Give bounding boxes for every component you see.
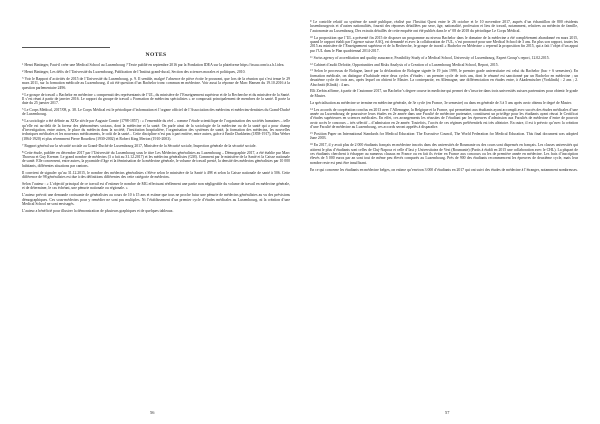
footnote <box>22 209 290 213</box>
footnote-number: 10 <box>310 35 313 39</box>
footnote-number: 6 <box>22 119 24 123</box>
footnote-text: En ce qui concerne les étudiants en médecine belges, on estime qu’environ 3 000 d’étudiants en 2017 qui ont suivi des études de médecine à l’étranger, notamment nombreuses. <box>310 167 578 172</box>
footnote-text: Le contrôle relatif au système de santé publique, réalisé par l’Institut Quest entre le 26 octobre et le 10 novembre 2017, auprès d’un échantillon de 800 résidents luxembourgeois et d’autres nationalités, fournit des réponses détaillées par sexe, âge, nationalité, profession et lieu de travail, notamment, relatives au médecin de famille, l’autonomie au Luxembourg. Des extraits détaillés de cette enquête ont été publiés dans le n° 08 de 2018 du périodique Le Corps Médical. <box>310 20 579 33</box>
footnote-text: Rapport général sur la sécurité sociale au Grand-Duché de Luxembourg 2017, Ministère de la Sécurité sociale, Inspection générale de la sécurité sociale. <box>24 143 257 148</box>
footnote <box>310 56 578 60</box>
footnote <box>22 193 290 206</box>
footnote <box>22 144 290 148</box>
footnote-number: 3 <box>22 76 24 80</box>
footnote-number: 8 <box>22 150 24 154</box>
footnote <box>22 171 290 180</box>
footnote <box>22 119 290 141</box>
footnote-number: 13 <box>310 69 313 73</box>
footnote-text: L’auteur a bénéficié pour illustrer la démonstration de plusieurs graphiques et de quelques tableaux. <box>22 208 174 213</box>
footnote-text: Selon l’auteur : « L’objectif principal de ce travail est d’estimer le nombre de MG effectuant réellement une partie non négligeable du volume de travail en médecine générale, et de déterminer, le cas échéant, une pénurie nationale ou régionale. » <box>22 181 291 191</box>
footnote-number: 1 <box>22 63 24 66</box>
footnote <box>310 132 578 141</box>
left-notes-list <box>22 63 290 213</box>
footnote <box>22 70 290 74</box>
footnote-number: 2 <box>22 69 24 73</box>
footnote-text: Position Paper on International Standards for Medical Education: The Executive Council, The World Federation for Medical Education. This final document was adopted June 2003. <box>310 131 579 141</box>
footnote <box>22 93 290 106</box>
footnote-text: L’auteur prévoit une demande croissante de généralistes au cours de 10 à 15 ans et estime que tous ne proche futur une pénurie de médecins généralistes au vu des prévisions démographiques. Ces sous-médecins pour y remédier ne sont pas multiples. Ni l’établissement d’un premier cycle d’études médicales au Luxembourg, ni la création d’une Medical School ne sont envisagés. <box>22 193 291 206</box>
footnote-number: 15 <box>310 131 313 135</box>
footnote <box>22 63 290 67</box>
footnote-text: La sociologie a été définie au XIXe siècle par Auguste Comte (1798-1857) : « l’ensemble du réel – comme l’étude scientifique de l’organisation des sociétés humaines – telle qu’elle est au-delà de la faveur des phénomènes sociaux, dont la médecine et la santé. On parle ainsi de la sociologie de la médecine ou de la santé qui a pour champ d’investigation, entre autres, le place du médecin dans la société, l’institution hospitalière, l’organisation des systèmes de santé, la formation des médecins, les nouvelles techniques médicales et les nouveaux médicaments, le coût de la santé... Cette discipline n’est pas à part entière, entre autres, grâce à Émile Durkheim (1858-1917), Max Weber (1864-1920) et plus récemment Pierre Bourdieu (1930-2002) et Robert King Merton (1910-2003). <box>22 119 291 141</box>
footnote-number: 12 <box>310 62 313 66</box>
footnote <box>310 101 578 105</box>
footnote-text: Cabinet d’audit Deloitte, Opportunities and Risks Analysis of a Creation of a Luxembourg Medical School, Report, 2015. <box>313 62 499 67</box>
footnote-number: 5 <box>22 108 24 112</box>
page-number-left: 56 <box>150 410 155 415</box>
footnote-number: 14 <box>310 107 313 111</box>
footnote-text: Henri Bintinger, Faut-il créer une Medical School au Luxembourg ? Texte publié en septembre 2016 par la Fondation IDEA sur la plateforme https://issuu.com/a.s.b.l.idea. <box>24 63 285 67</box>
footnote-text: En 2017, il y avait plus de 2 000 étudiants français en médecine inscrits dans des universités de Roumanie ou des cours sont dispensés en français. Les classes universités qui attirent le plus d’étudiants sont celles de Cluj-Napoca et celle d’Iasi y Universitatea de Vest (Roumanie) (Partis à établi en 2015 une collaboration avec le CHL). La plupart de ces étudiants cherchent à échapper au numerus clausus en France ou en fait ils éviter en France aux concours ou les de première année en médecine. Les frais d’inscription élevés de 5 000 euros par an sont tout de même peu élevés comparés au Luxembourg. Près de 900 des étudiants recommencent les épreuves de deuxième cycle, mais leur nombre reste est peut être insuffisant. <box>310 143 579 165</box>
footnote-text: Cette étude, publiée en décembre 2017 par l’Université du Luxembourg sous le titre Les Médecins généralistes au Luxembourg – Démographie 2017, a été établie par Marc Thoreau et Guy Kremer. Le grand nombre de médecins (3 a fait au 31.12.2017) et les médecins généralistes (GM). Comment par le ministère de la Santé et la Caisse nationale de santé. Elle concernent, entre autres, la pyramide d’âge et la féminisation de la médecine générale, le volume de travail presté, la densité des médecins généralistes par 10 000 habitants, différentes situations par cantons. <box>22 150 291 168</box>
footnote-text: Le Corps Médical, 2017/08, p. 38. Le Corps Médical est le périodique d’information et l’organe officiel de l’Association des médecins et médecins-dentistes du Grand-Duché de Luxembourg. <box>22 108 291 117</box>
footnote-text: Les accords de coopération conclus en 2013 avec l’Allemagne, la Belgique et la France, qui permettent aux étudiants ayant accompli avec succès des études médicales d’une année au Luxembourg de poursuivre leurs études en 2e année dans une Faculté de médecine partenaire, constituent un privilège pour les étudiants ayant réussi le Certificat d’études supérieures en sciences médicales. En effet, ces arrangements les réussites de l’étudiant par les épreuves d’admission aux Facultés de médecine d’entre de pouvoir avoir accès le concours – très sélectif – d’admission en 2e année. Toutefois, l’accès de ces régimes préférentiels est très aléatoire. En outre, il est à prévoir qu’avec la création d’une Faculté de médecine au Luxembourg, ces accords seront appelés à disparaître. <box>310 107 579 130</box>
footnote <box>22 182 290 191</box>
footnote-number: 4 <box>22 92 24 96</box>
footnote-text: La proposition que l’UL a présenté fin 2015 de disposer un programme au niveau Bachelor dans le domaine de la médecine a été complètement abandonné en mars 2015, quand le rapport établi par l’agence suisse AAQ, est demandé et avec la collaboration de l’UL, s’est prononcé pour une Medical School de 3 ans. En plus son rapport, toutes les 2015 au ministère de l’Enseignement supérieur et de la Recherche, le groupe de travail « Bachelor en Médecine » reprend la proposition fin 2015, qui a fait l’objet d’un appui par l’UL dans le Plan quadriennal 2014-2017. <box>310 35 579 53</box>
footnote <box>310 20 578 33</box>
footnote-text: Selon le processus de Bologne, lancé par la déclaration de Bologne signée le 19 juin 1999, le premier grade universitaire est celui du Bachelor (bac + 6 semestres). En formation médicale, on distingue d’habitude entre deux cycles d’études : un premier cycle de trois ans, dont le résumé est sanctionné par un Bachelor en médecine ; un deuxième cycle de trois ans, après lequel on obtient le Master. La contrepartie, en Allemagne, une différenciation en études entre, à Akademischer (Vorklinik) : 2 ans ; 2. Abschnitt (Klinik) : 4 ans. <box>310 69 579 87</box>
footnote-number: 7 <box>22 143 24 147</box>
page-number-right: 57 <box>445 410 450 415</box>
footnote-text: Le groupe de travail « Bachelor en médecine » comprenait des représentants de l’UL, du ministère de l’Enseignement supérieur et de la Recherche et du ministère de la Santé. Il s’est réuni à partir de janvier 2016. Le rapport du groupe de travail « Formation de médecins spécialistes » se composait principalement de membres de la santé. Il porte la date du 25 janvier 2017. <box>22 92 291 106</box>
footnote-text: Il convient de signaler qu’au 31.12.2015, le nombre des médecins généralistes s’élève selon le ministère de la Santé à 498 et selon la Caisse nationale de santé à 506. Cette différence de 98 généralistes est due à des définitions différentes des cette catégorie de médecins. <box>22 170 291 179</box>
footnote-number: 11 <box>310 55 313 59</box>
footnote-text: La spécialisation au médecine se termine en médecine générale, de 3e cycle (en France, 3e semestre) ou dans en générale de 3 à 5 ans après avoir obtenu le degré de Master. <box>310 100 572 105</box>
footnote <box>310 89 578 98</box>
separator-rule <box>22 47 110 48</box>
footnote <box>310 108 578 130</box>
footnote <box>22 108 290 117</box>
footnote <box>310 63 578 67</box>
footnote <box>22 151 290 168</box>
footnote <box>310 168 578 172</box>
notes-heading: NOTES <box>145 52 167 58</box>
footnote-number: 9 <box>310 20 312 23</box>
right-notes-list <box>310 20 578 172</box>
footnote-text: Elli Zerbin affirme, à partir de l’automne 2017, un Bachelor’s degree course in medicine qui permet de s’inscrire dans trois universités suisses partenaires pour obtenir le grade de Master. <box>310 89 579 98</box>
footnote-text: Henri Bintinger, Les défis de l’Université du Luxembourg, Publication de l’Institut grand-ducal, Section des sciences morales et politiques, 2010. <box>24 69 246 74</box>
footnote <box>310 143 578 165</box>
footnote-number: 16 <box>310 143 313 147</box>
footnote-text: Swiss agency of accreditation and quality assurance, Feasibility Study of a Medical School, University of Luxembourg, Expert Group’s report, 12.02.2015. <box>313 55 550 60</box>
footnote <box>310 36 578 53</box>
footnote-text: Voir le Rapport d’activités de 2015 de l’Université du Luxembourg, p. 9. Il semble, malgré l’absence de pièce écrite le prouvant, que lors de la réunion qui s’est tenue le 29 mars 2011, sur la formation médicale au Luxembourg, il ait été question d’un Bachelor tronc commun en médecine. Voir aussi la réponse de Marc Hansen du 19.10.2016 à la question parlementaire 2496. <box>22 76 291 90</box>
footnote <box>22 77 290 90</box>
footnote <box>310 69 578 86</box>
right-page <box>300 0 600 424</box>
